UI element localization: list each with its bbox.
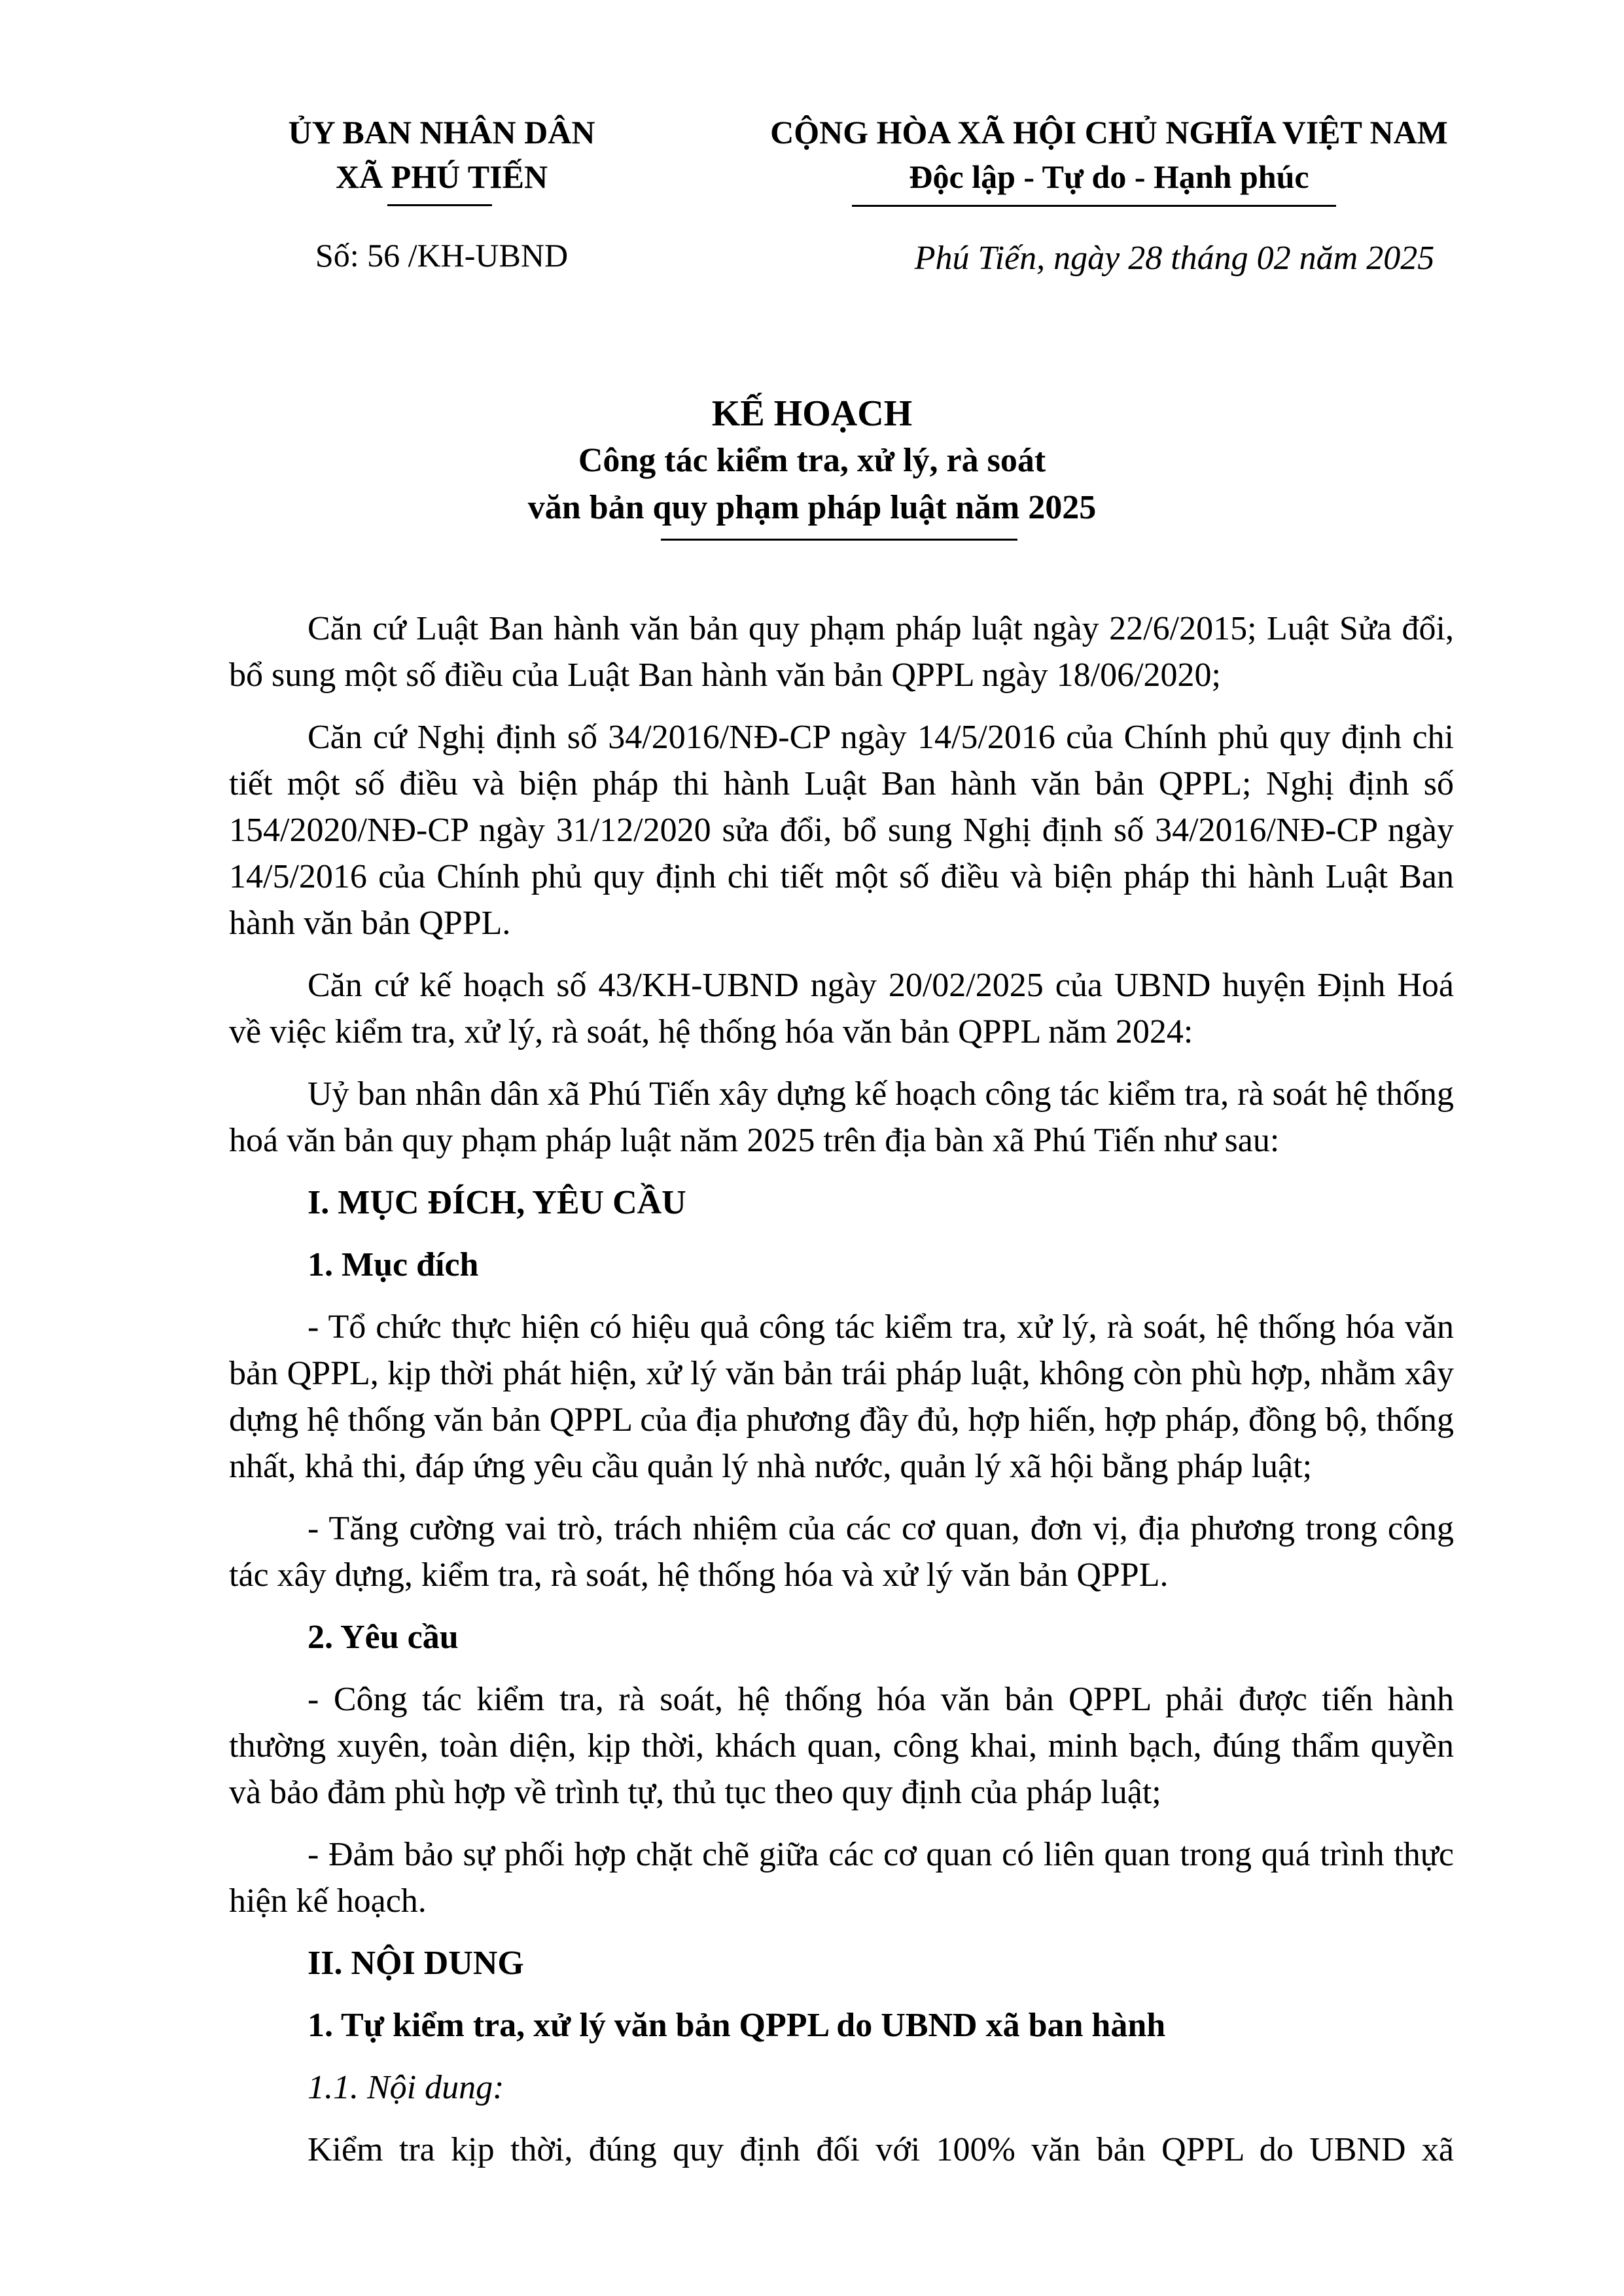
- paragraph-purpose-2: - Tăng cường vai trò, trách nhiệm của các cơ quan, đơn vị, địa phương trong công tác xây dựng, kiểm tra, rà soát, hệ thống hóa và xử lý văn bản QPPL.: [229, 1510, 1454, 1594]
- document-number: Số: 56 /KH-UBND: [315, 237, 569, 274]
- section-heading-2: II. NỘI DUNG: [308, 1945, 524, 1982]
- agency-line2: XÃ PHÚ TIẾN: [335, 158, 548, 195]
- document-body: [229, 605, 1454, 2189]
- title-subject-line1: Công tác kiểm tra, xử lý, rà soát: [578, 442, 1046, 479]
- nation-line1: CỘNG HÒA XÃ HỘI CHỦ NGHĨA VIỆT NAM: [770, 114, 1448, 151]
- paragraph-requirement-1: - Công tác kiểm tra, rà soát, hệ thống hóa văn bản QPPL phải được tiến hành thường xuyên, toàn diện, kịp thời, khách quan, công khai, minh bạch, đúng thẩm quyền và bảo đảm phù hợp về trình tự, thủ tục theo quy định của pháp luật;: [229, 1681, 1454, 1811]
- subsection-heading-self-check: 1. Tự kiểm tra, xử lý văn bản QPPL do UBND xã ban hành: [308, 2007, 1166, 2044]
- paragraph-requirement-2: - Đảm bảo sự phối hợp chặt chẽ giữa các cơ quan có liên quan trong quá trình thực hiện kế hoạch.: [229, 1836, 1454, 1920]
- nation-underline: [852, 205, 1336, 207]
- section-heading-1: I. MỤC ĐÍCH, YÊU CẦU: [308, 1184, 686, 1221]
- agency-underline: [387, 204, 492, 206]
- paragraph-intro: Uỷ ban nhân dân xã Phú Tiến xây dựng kế hoạch công tác kiểm tra, rà soát hệ thống hoá văn bản quy phạm pháp luật năm 2025 trên địa bàn xã Phú Tiến như sau:: [229, 1075, 1454, 1159]
- title-underline: [661, 539, 1017, 541]
- subsection-heading-requirements: 2. Yêu cầu: [308, 1619, 459, 1656]
- paragraph-purpose-1: - Tổ chức thực hiện có hiệu quả công tác kiểm tra, xử lý, rà soát, hệ thống hóa văn bản QPPL, kịp thời phát hiện, xử lý văn bản trái pháp luật, không còn phù hợp, nhằm xây dựng hệ thống văn bản QPPL của địa phương đầy đủ, hợp hiến, hợp pháp, đồng bộ, thống nhất, khả thi, đáp ứng yêu cầu quản lý nhà nước, quản lý xã hội bằng pháp luật;: [229, 1308, 1454, 1485]
- document-date: Phú Tiến, ngày 28 tháng 02 năm 2025: [914, 240, 1435, 277]
- paragraph-content-1: Kiểm tra kịp thời, đúng quy định đối với 100% văn bản QPPL do UBND xã: [308, 2131, 1454, 2168]
- nation-line2: Độc lập - Tự do - Hạnh phúc: [909, 158, 1309, 195]
- title-subject-line2: văn bản quy phạm pháp luật năm 2025: [527, 489, 1097, 526]
- paragraph-legal-basis-1: Căn cứ Luật Ban hành văn bản quy phạm pháp luật ngày 22/6/2015; Luật Sửa đổi, bổ sung một số điều của Luật Ban hành văn bản QPPL ngày 18/06/2020;: [229, 610, 1454, 694]
- subsection-heading-content: 1.1. Nội dung:: [308, 2069, 504, 2106]
- document-type-title: KẾ HOẠCH: [711, 393, 913, 434]
- subsection-heading-purpose: 1. Mục đích: [308, 1246, 479, 1283]
- paragraph-legal-basis-3: Căn cứ kế hoạch số 43/KH-UBND ngày 20/02/2025 của UBND huyện Định Hoá về việc kiểm tra, xử lý, rà soát, hệ thống hóa văn bản QPPL năm 2024:: [229, 967, 1454, 1050]
- agency-line1: ỦY BAN NHÂN DÂN: [288, 114, 595, 151]
- paragraph-legal-basis-2: Căn cứ Nghị định số 34/2016/NĐ-CP ngày 14/5/2016 của Chính phủ quy định chi tiết một số điều và biện pháp thi hành Luật Ban hành văn bản QPPL; Nghị định số 154/2020/NĐ-CP ngày 31/12/2020 sửa đổi, bổ sung Nghị định số 34/2016/NĐ-CP ngày 14/5/2016 của Chính phủ quy định chi tiết một số điều và biện pháp thi hành Luật Ban hành văn bản QPPL.: [229, 719, 1454, 942]
